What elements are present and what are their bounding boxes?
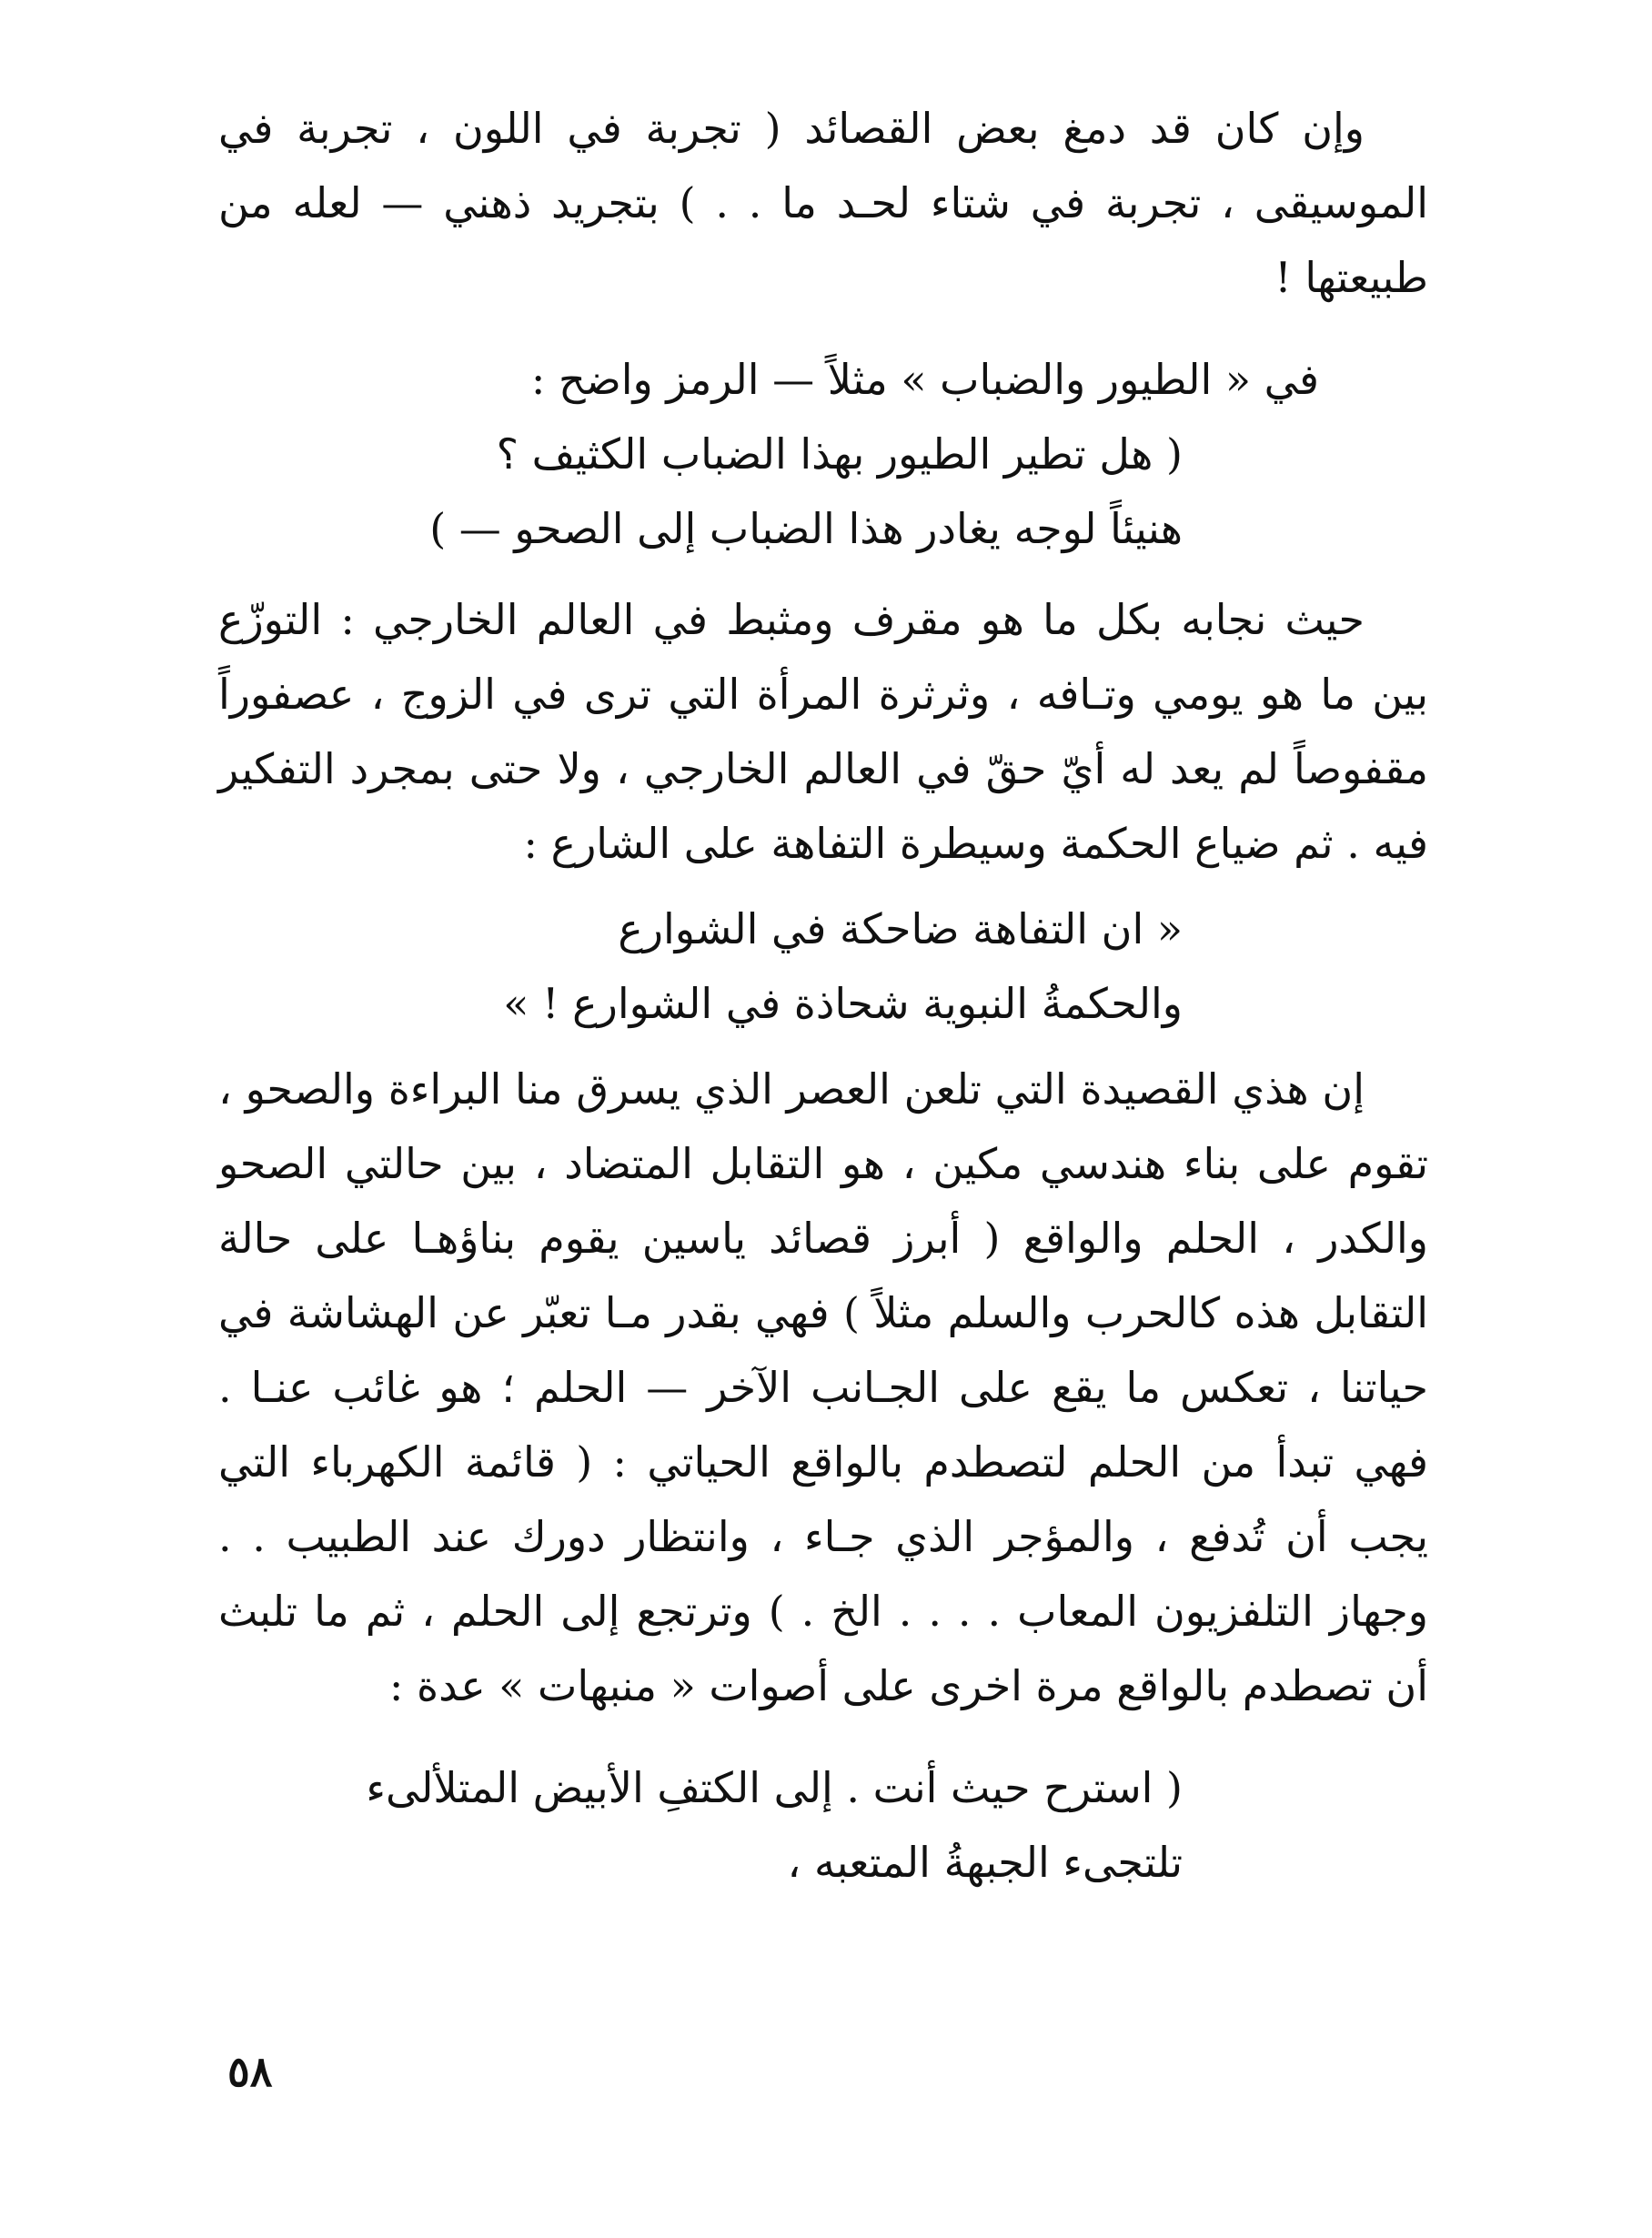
- stanza-streets: [218, 892, 1428, 1041]
- verse-line-1: ( هل تطير الطيور بهذا الضباب الكثيف ؟: [496, 429, 1183, 479]
- verse-line-5: ( استرح حيث أنت . إلى الكتفِ الأبيض المتلألىء: [366, 1763, 1183, 1812]
- verse-line-4: والحكمةُ النبوية شحاذة في الشوارع ! »: [503, 979, 1183, 1028]
- paragraph-opening: وإن كان قد دمغ بعض القصائد ( تجربة في اللون ، تجربة في الموسيقى ، تجربة في شتاء لحـد ما . . ) بتجريد ذهني — لعله من طبيعتها !: [218, 104, 1428, 302]
- paragraph-outer-world: حيث نجابه بكل ما هو مقرف ومثبط في العالم الخارجي : التوزّع بين ما هو يومي وتـافه ، وثرثرة المرأة التي ترى في الزوج ، عصفوراً مقفوصاً لم يعد له أيّ حقّ في العالم الخارجي ، ولا حتى بمجرد التفكير فيه . ثم ضياع الحكمة وسيطرة التفاهة على الشارع :: [218, 595, 1428, 868]
- page-number: ٥٨: [227, 2047, 273, 2096]
- intro-line: في « الطيور والضباب » مثلاً — الرمز واضح :: [530, 355, 1319, 404]
- stanza-birds-fog: [218, 342, 1428, 566]
- document-page: [218, 91, 1428, 2183]
- verse-line-2: هنيئاً لوجه يغادر هذا الضباب إلى الصحو — ): [429, 504, 1183, 553]
- verse-line-6: تلتجىء الجبهةُ المتعبه ،: [787, 1838, 1183, 1887]
- stanza-rest: [218, 1750, 1428, 1900]
- paragraph-poem-structure: إن هذي القصيدة التي تلعن العصر الذي يسرق منا البراءة والصحو ، تقوم على بناء هندسي مكين ، هو التقابل المتضاد ، بين حالتي الصحو والكدر ، الحلم والواقع ( أبرز قصائد ياسين يقوم بناؤهـا على حالة التقابل هذه كالحرب والسلم مثلاً ) فهي بقدر مـا تعبّر عن الهشاشة في حياتنا ، تعكس ما يقع على الجـانب الآخر — الحلم ؛ هو غائب عنـا . فهي تبدأ من الحلم لتصطدم بالواقع الحياتي : ( قائمة الكهرباء التي يجب أن تُدفع ، والمؤجر الذي جـاء ، وانتظار دورك عند الطبيب . . وجهاز التلفزيون المعاب . . . . الخ . ) وترتجع إلى الحلم ، ثم ما تلبث أن تصطدم بالواقع مرة اخرى على أصوات « منبهات » عدة :: [218, 1064, 1428, 1710]
- verse-line-3: « ان التفاهة ضاحكة في الشوارع: [618, 904, 1183, 953]
